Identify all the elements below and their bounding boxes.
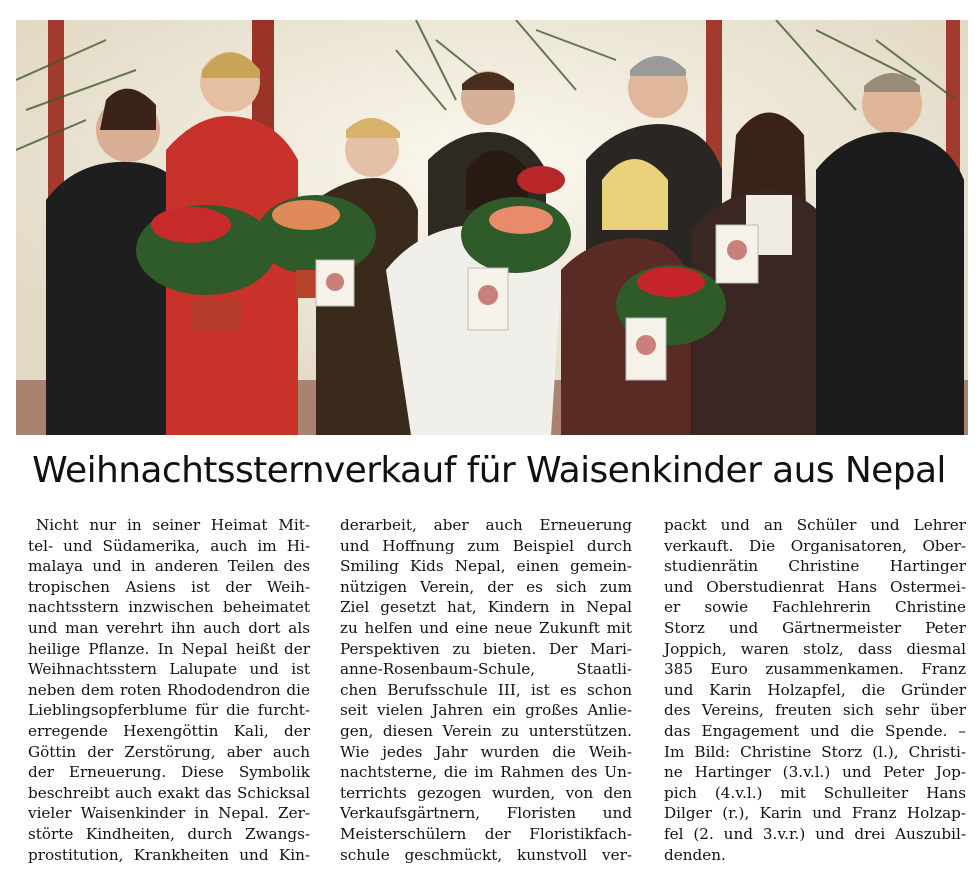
text-line: seit vielen Jahren ein großes Anlie- xyxy=(340,701,632,720)
text-line: Weihnachtsstern Lalupate und ist xyxy=(28,660,310,679)
text-line: der Erneuerung. Diese Symbolik xyxy=(28,763,310,782)
text-line: nachtsstern inzwischen beheimatet xyxy=(28,598,310,617)
article-column-2 xyxy=(340,515,632,865)
text-line: chen Berufsschule III, ist es schon xyxy=(340,680,632,699)
text-line: beschreibt auch exakt das Schicksal xyxy=(28,783,310,802)
text-line: Smiling Kids Nepal, einen gemein- xyxy=(340,557,632,576)
text-line: Im Bild: Christine Storz (l.), Christi- xyxy=(664,742,966,761)
text-line: Ziel gesetzt hat, Kindern in Nepal xyxy=(340,598,632,617)
text-line: Joppich, waren stolz, dass diesmal xyxy=(664,639,966,658)
text-line: verkauft. Die Organisatoren, Ober- xyxy=(664,536,966,555)
text-line: 385 Euro zusammenkamen. Franz xyxy=(664,660,966,679)
text-line: gen, diesen Verein zu unterstützen. xyxy=(340,721,632,740)
text-line: Storz und Gärtnermeister Peter xyxy=(664,618,966,637)
text-line: denden. xyxy=(664,845,726,864)
text-line: prostitution, Krankheiten und Kin- xyxy=(28,845,310,864)
text-line: Verkaufsgärtnern, Floristen und xyxy=(340,804,632,823)
text-line: des Vereins, freuten sich sehr über xyxy=(664,701,966,720)
text-line: vieler Waisenkinder in Nepal. Zer- xyxy=(28,804,310,823)
text-line: heilige Pflanze. In Nepal heißt der xyxy=(28,639,310,658)
text-line: fel (2. und 3.v.r.) und drei Auszubil- xyxy=(664,824,966,843)
text-line: ne Hartinger (3.v.l.) und Peter Jop- xyxy=(664,763,966,782)
text-line: nachtsterne, die im Rahmen des Un- xyxy=(340,763,632,782)
article-column-1 xyxy=(28,515,310,865)
text-line: Wie jedes Jahr wurden die Weih- xyxy=(340,742,632,761)
text-line: Göttin der Zerstörung, aber auch xyxy=(28,742,310,761)
text-line: störte Kindheiten, durch Zwangs- xyxy=(28,824,310,843)
text-line: tropischen Asiens ist der Weih- xyxy=(28,577,310,596)
text-line: und man verehrt ihn auch dort als xyxy=(28,618,310,637)
text-line: Nicht nur in seiner Heimat Mit- xyxy=(36,516,310,534)
text-line: malaya und in anderen Teilen des xyxy=(28,557,310,576)
text-line: und Oberstudienrat Hans Ostermei- xyxy=(664,577,966,596)
text-line: packt und an Schüler und Lehrer xyxy=(664,516,966,534)
text-line: erregende Hexengöttin Kali, der xyxy=(28,721,310,740)
group-photo xyxy=(16,20,968,435)
text-line: Meisterschülern der Floristikfach- xyxy=(340,824,632,843)
text-line: anne-Rosenbaum-Schule, Staatli- xyxy=(340,660,632,679)
text-line: nützigen Verein, der es sich zum xyxy=(340,577,632,596)
text-line: zu helfen und eine neue Zukunft mit xyxy=(340,618,632,637)
text-line: Lieblingsopferblume für die furcht- xyxy=(28,701,310,720)
text-line: pich (4.v.l.) mit Schulleiter Hans xyxy=(664,783,966,802)
headline: Weihnachtssternverkauf für Waisenkinder aus Nepal xyxy=(32,450,946,491)
text-line: tel- und Südamerika, auch im Hi- xyxy=(28,536,310,555)
text-line: das Engagement und die Spende. – xyxy=(664,721,966,740)
text-line: schule geschmückt, kunstvoll ver- xyxy=(340,845,632,864)
article-photo xyxy=(16,20,968,435)
text-line: derarbeit, aber auch Erneuerung xyxy=(340,516,632,534)
text-line: terrichts gezogen wurden, von den xyxy=(340,783,632,802)
text-line: er sowie Fachlehrerin Christine xyxy=(664,598,966,617)
text-line: Dilger (r.), Karin und Franz Holzap- xyxy=(664,804,966,823)
text-line: und Karin Holzapfel, die Gründer xyxy=(664,680,966,699)
text-line: studienrätin Christine Hartinger xyxy=(664,557,966,576)
text-line: neben dem roten Rhododendron die xyxy=(28,680,310,699)
article-column-3 xyxy=(664,515,966,865)
text-line: Perspektiven zu bieten. Der Mari- xyxy=(340,639,632,658)
text-line: und Hoffnung zum Beispiel durch xyxy=(340,536,632,555)
